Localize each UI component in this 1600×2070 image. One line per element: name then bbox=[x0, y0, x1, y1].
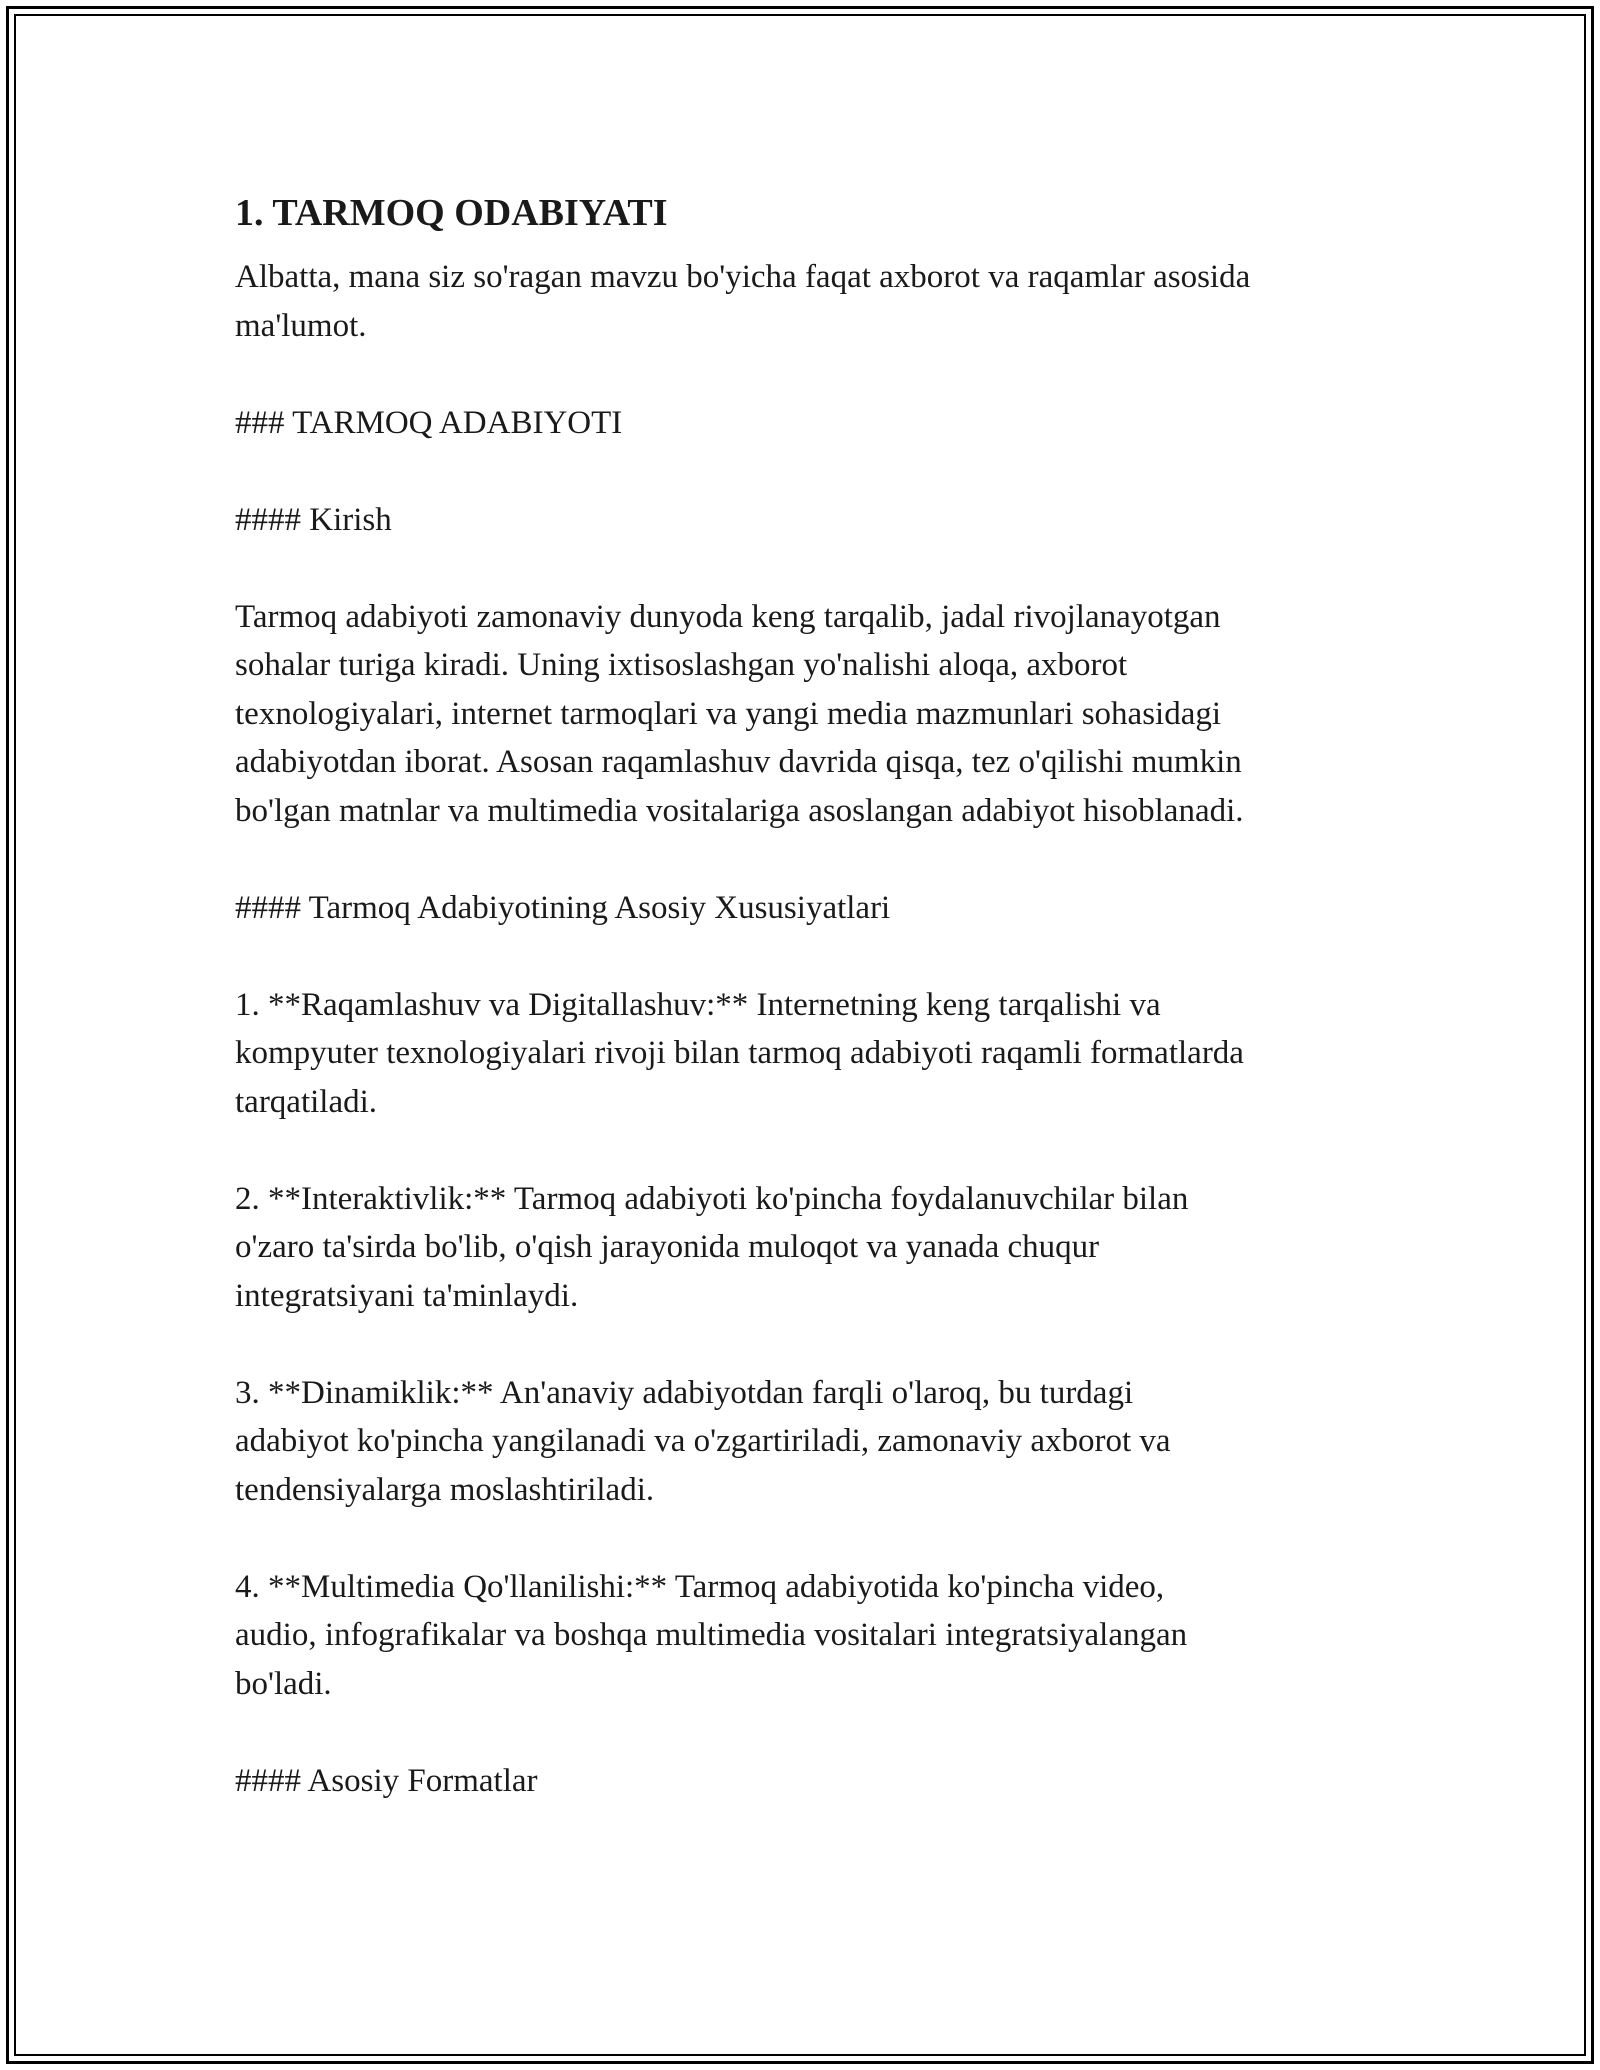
page-title: 1. TARMOQ ODABIYATI bbox=[235, 192, 668, 234]
feature-item-3: 3. **Dinamiklik:** An'anaviy adabiyotdan farqli o'laroq, bu turdagi adabiyot ko'pincha yangilanadi va o'zgartiriladi, zamonaviy axborot va tendensiyalarga moslashtiriladi. bbox=[235, 1374, 1171, 1508]
subsection-heading-kirish: #### Kirish bbox=[235, 501, 392, 538]
section-heading: ### TARMOQ ADABIYOTI bbox=[235, 404, 623, 441]
intro-paragraph: Albatta, mana siz so'ragan mavzu bo'yicha faqat axborot va raqamlar asosida ma'lumot. bbox=[235, 259, 1251, 344]
kirish-paragraph: Tarmoq adabiyoti zamonaviy dunyoda keng tarqalib, jadal rivojlanayotgan sohalar turiga kiradi. Uning ixtisoslashgan yo'nalishi aloqa, axborot texnologiyalari, internet tarmoqlari va yangi media mazmunlari sohasidagi adabiyotdan iborat. Asosan raqamlashuv davrida qisqa, tez o'qilishi mumkin bo'lgan matnlar va multimedia vositalariga asoslangan adabiyot hisoblanadi. bbox=[235, 598, 1244, 829]
subsection-heading-features: #### Tarmoq Adabiyotining Asosiy Xususiyatlari bbox=[235, 889, 891, 926]
subsection-heading-formats: #### Asosiy Formatlar bbox=[235, 1762, 538, 1799]
feature-item-4: 4. **Multimedia Qo'llanilishi:** Tarmoq adabiyotida ko'pincha video, audio, infografikalar va boshqa multimedia vositalari integratsiyalangan bo'ladi. bbox=[235, 1568, 1188, 1702]
feature-item-2: 2. **Interaktivlik:** Tarmoq adabiyoti ko'pincha foydalanuvchilar bilan o'zaro ta'sirda bo'lib, o'qish jarayonida muloqot va yanada chuqur integratsiyani ta'minlaydi. bbox=[235, 1180, 1189, 1314]
feature-item-1: 1. **Raqamlashuv va Digitallashuv:** Internetning keng tarqalishi va kompyuter texnologiyalari rivoji bilan tarmoq adabiyoti raqamli formatlarda tarqatiladi. bbox=[235, 986, 1244, 1120]
document-body bbox=[235, 185, 1375, 1854]
